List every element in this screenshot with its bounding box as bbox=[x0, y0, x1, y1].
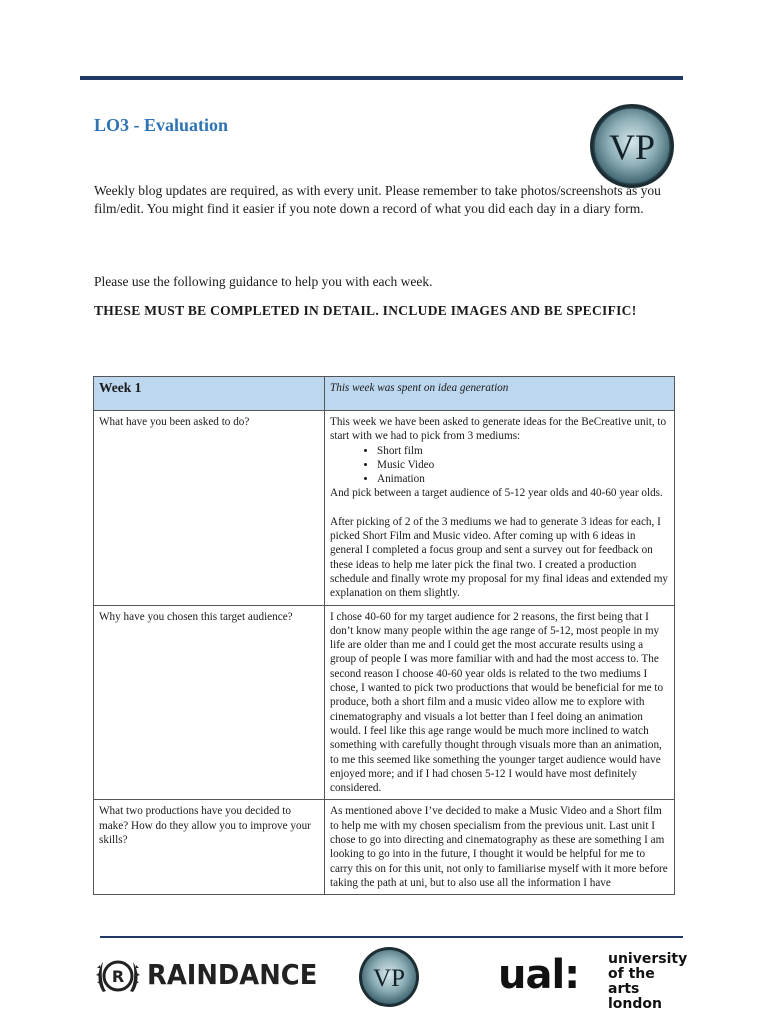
ual-wordmark bbox=[608, 952, 688, 1012]
answer-cell[interactable] bbox=[325, 605, 675, 800]
table-row bbox=[94, 411, 675, 606]
list-item: • Animation bbox=[377, 472, 669, 486]
table-header-row bbox=[94, 377, 675, 411]
question-cell bbox=[94, 411, 325, 606]
footer-rule bbox=[100, 936, 683, 938]
question-cell bbox=[94, 605, 325, 800]
answer-text: I chose 40-60 for my target audience for 2 reasons, the first being that I don’t know many people within the age range of 5-12, most people in my life are older than me and I could get the most accurate results using a group of people I was more familiar with and had the most access to. The second reason I choose 40-60 year olds is related to the two mediums I chose, I wanted to pick two productions that would be beneficial for me to produce, both a short film and a music video allow me to explore with cinematography and visuals a lot better than I feel doing an animation would. I feel like this age range would be much more inclined to watch something with carefully thought through visuals more than an animation, to me this seemed like something the younger target audience would have enjoyed more; and if I had chosen 5-12 I would have most definitely considered. bbox=[330, 610, 664, 795]
ual-line: of the arts bbox=[608, 966, 655, 997]
list-item: • Short film bbox=[377, 444, 669, 458]
vp-footer-text: VP bbox=[373, 965, 405, 992]
ual-line: london bbox=[608, 996, 662, 1012]
raindance-badge-icon bbox=[95, 954, 141, 1000]
week-table-container bbox=[93, 376, 675, 935]
raindance-badge-text: R bbox=[111, 967, 125, 986]
week-table bbox=[93, 376, 675, 895]
intro-paragraph: Weekly blog updates are required, as with every unit. Please remember to take photos/screenshots as you film/edit. You might find it easier if you note down a record of what you did each day in a diary form. bbox=[94, 183, 661, 216]
warning-text: THESE MUST BE COMPLETED IN DETAIL. INCLUDE IMAGES AND BE SPECIFIC! bbox=[94, 303, 637, 318]
answer-text: And pick between a target audience of 5-12 year olds and 40-60 year olds. bbox=[330, 487, 663, 500]
table-row bbox=[94, 605, 675, 800]
question-cell bbox=[94, 800, 325, 895]
vp-footer-logo bbox=[358, 946, 420, 1008]
header-rule bbox=[80, 76, 683, 80]
question-text: What have you been asked to do? bbox=[99, 416, 250, 428]
question-text: Why have you chosen this target audience? bbox=[99, 610, 293, 623]
week-label-cell bbox=[94, 377, 325, 411]
guidance-text: Please use the following guidance to help you with each week. bbox=[94, 274, 433, 289]
week-label: Week 1 bbox=[99, 380, 142, 395]
vp-logo-text: VP bbox=[608, 127, 656, 167]
medium-list bbox=[330, 444, 669, 487]
answer-cell[interactable] bbox=[325, 411, 675, 606]
ual-line: university bbox=[608, 951, 688, 967]
week-summary-cell bbox=[325, 377, 675, 411]
raindance-logo bbox=[95, 954, 318, 1000]
ual-mark: ual: bbox=[498, 952, 580, 998]
table-row bbox=[94, 800, 675, 895]
week-summary: This week was spent on idea generation bbox=[330, 382, 509, 394]
page-title: LO3 - Evaluation bbox=[94, 115, 229, 135]
answer-text: After picking of 2 of the 3 mediums we had to generate 3 ideas for each, I picked Short Film and Music video. After coming up with 6 ideas in general I completed a focus group and sent a survey out for feedback on these ideas to help me later pick the final two. I created a production schedule and finally wrote my proposal for my final ideas and extended my explanation on them slightly. bbox=[330, 515, 669, 600]
answer-text: As mentioned above I’ve decided to make a Music Video and a Short film to help me with my chosen specialism from the previous unit. Last unit I chose to go into directing and cinematography as these are something I am looking to go into in the future, I thought it would be helpful for me to carry this on for this unit, not only to familiarise myself with it more before taking the path at uni, but to also use all the information I have bbox=[330, 805, 668, 889]
answer-text: This week we have been asked to generate ideas for the BeCreative unit, to start with we had to pick from 3 mediums: bbox=[330, 416, 667, 443]
ual-logo bbox=[498, 950, 688, 1012]
vp-logo bbox=[588, 102, 676, 190]
answer-cell[interactable] bbox=[325, 800, 675, 895]
question-text: What two productions have you decided to make? How do they allow you to improve your skills? bbox=[99, 805, 311, 847]
raindance-wordmark: RAINDANCE bbox=[147, 958, 318, 991]
list-item: • Music Video bbox=[377, 458, 669, 472]
